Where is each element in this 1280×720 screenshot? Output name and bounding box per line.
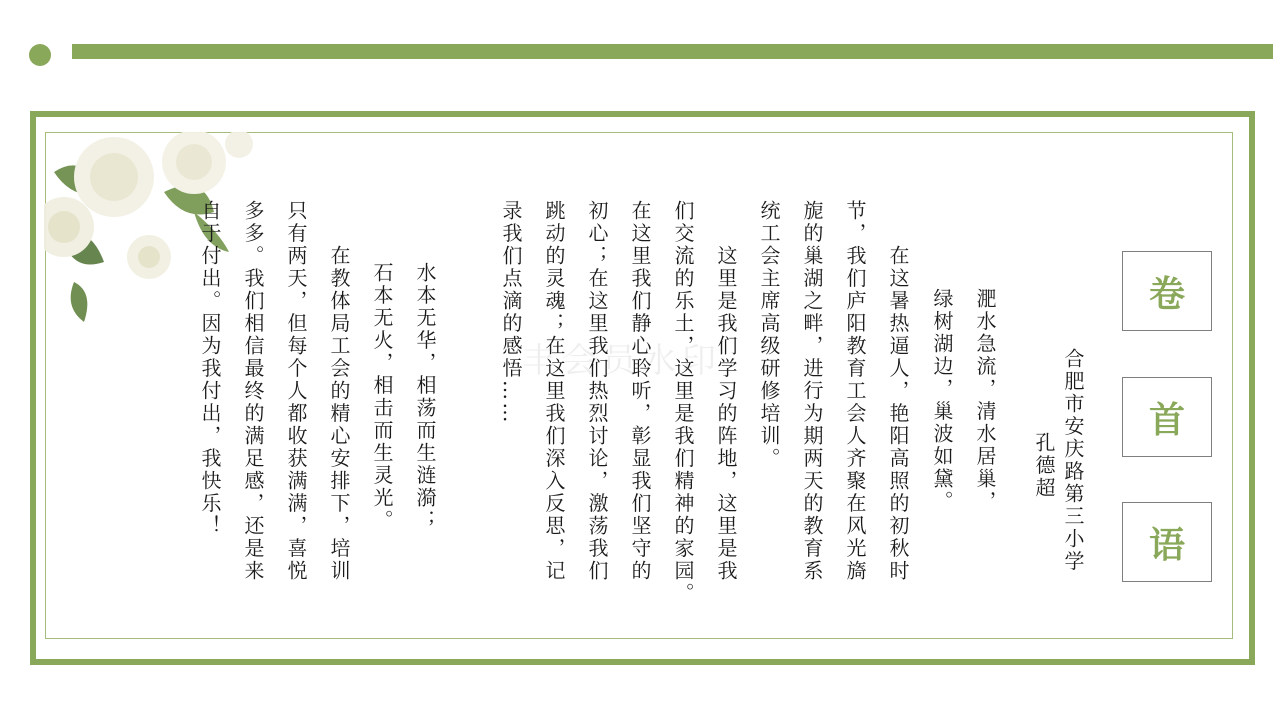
author-name: 孔德超 (1032, 432, 1056, 500)
para3-line-1: 在教体局工会的精心安排下，培训 (327, 245, 351, 583)
para2-line-5: 跳动的灵魂；在这里我们深入反思，记 (542, 200, 566, 583)
para2-line-1: 这里是我们学习的阵地，这里是我 (714, 245, 738, 583)
para2-line-6: 录我们点滴的感悟…… (499, 200, 523, 425)
para3-line-3: 多多。我们相信最终的满足感，还是来 (241, 200, 265, 583)
para2-line-4: 初心；在这里我们热烈讨论，激荡我们 (585, 200, 609, 583)
poem2-line-2: 石本无火，相击而生灵光。 (370, 262, 394, 532)
para1-line-4: 统工会主席高级研修培训。 (757, 200, 781, 470)
para2-line-3: 在这里我们静心聆听，彰显我们坚守的 (628, 200, 652, 583)
para2-line-2: 们交流的乐土，这里是我们精神的家园。 (671, 200, 695, 605)
top-bar (72, 44, 1273, 59)
para3-line-4: 自于付出。因为我付出，我快乐！ (198, 200, 222, 538)
poem1-line-2: 绿树湖边，巢波如黛。 (930, 288, 954, 513)
para3-line-2: 只有两天，但每个人都收获满满，喜悦 (284, 200, 308, 583)
poem2-line-1: 水本无华，相荡而生涟漪； (413, 262, 437, 532)
para1-line-1: 在这暑热逼人，艳阳高照的初秋时 (886, 245, 910, 583)
para1-line-3: 旎的巢湖之畔，进行为期两天的教育系 (800, 200, 824, 583)
watermark: 丰会员水印 (522, 341, 722, 381)
title-char-3: 语 (1122, 502, 1212, 582)
decor-dot (29, 44, 51, 66)
poem1-line-1: 淝水急流，清水居巢， (973, 288, 997, 513)
flower-decoration (44, 132, 254, 332)
title-char-1: 卷 (1122, 251, 1212, 331)
para1-line-2: 节，我们庐阳教育工会人齐聚在风光旖 (843, 200, 867, 583)
title-char-2: 首 (1122, 377, 1212, 457)
author-org: 合肥市安庆路第三小学 (1061, 348, 1085, 573)
